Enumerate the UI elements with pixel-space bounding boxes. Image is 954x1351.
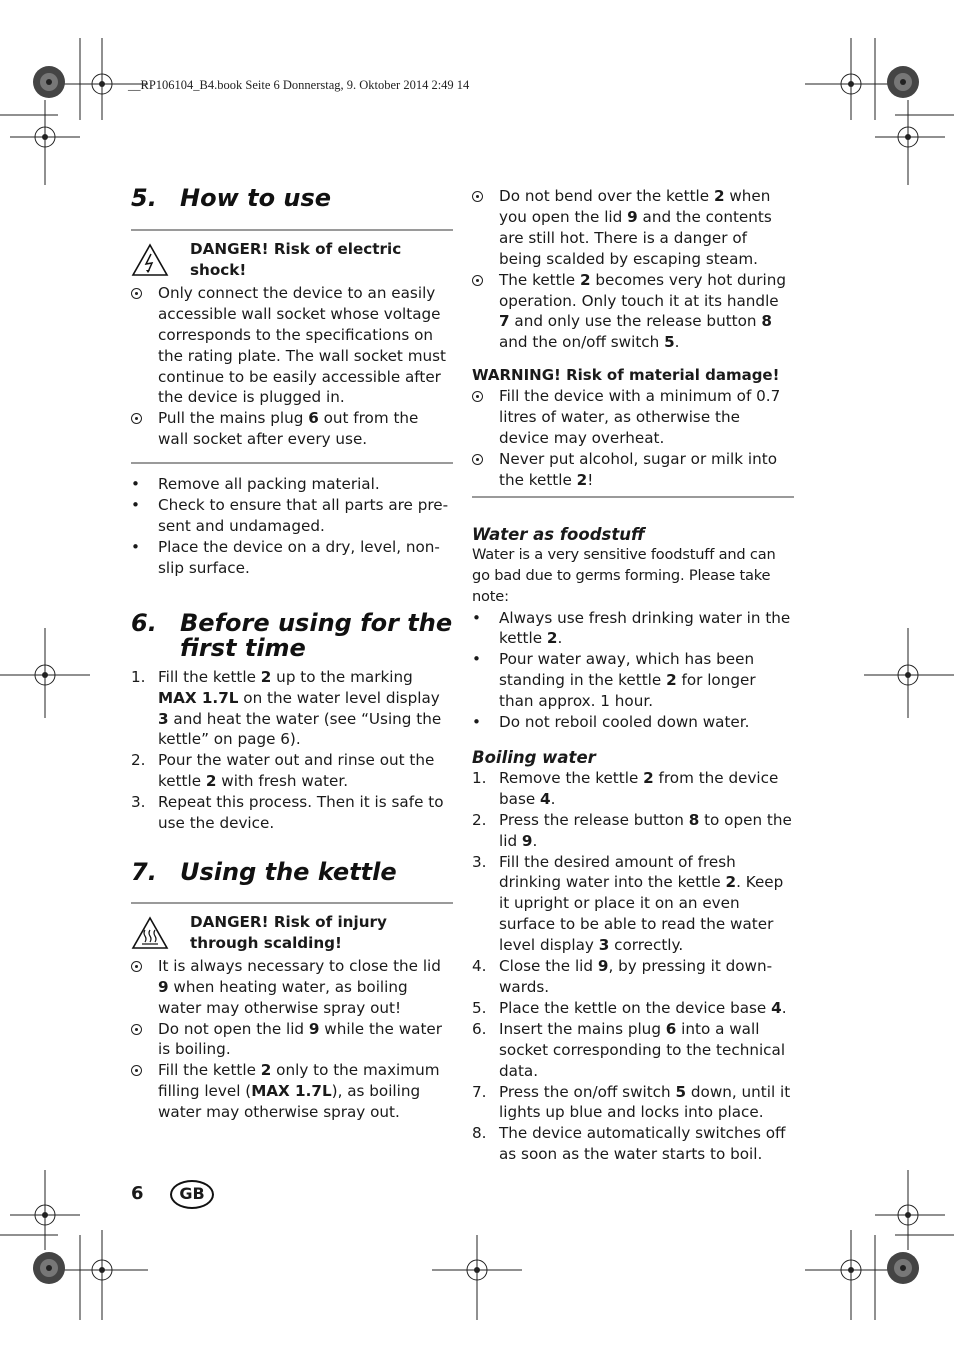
- file-info-line: __RP106104_B4.book Seite 6 Donnerstag, 9. Oktober 2014 2:49 14: [128, 78, 470, 92]
- boiling-water-heading: Boiling water: [472, 747, 596, 767]
- list-item: [131, 1019, 453, 1061]
- list-item-text: Pour water away, which has been standing in the kettle 2 for longer than approx. 1 hour.: [499, 650, 756, 711]
- list-item: [131, 537, 453, 579]
- warning-title: WARNING! Risk of material damage!: [472, 366, 780, 385]
- list-item: [472, 449, 794, 491]
- list-item-text: Close the lid 9, by pressing it downwards.: [499, 957, 773, 996]
- country-badge: GB: [170, 1180, 214, 1209]
- step-number: 8.: [472, 1124, 487, 1143]
- step-number: 6.: [472, 1019, 487, 1038]
- list-item-text: Press the on/off switch 5 down, until it lights up blue and locks into place.: [499, 1082, 791, 1122]
- boiling-water-steps: [472, 768, 794, 1165]
- bullet-dot-icon: •: [472, 650, 481, 669]
- right-column: [472, 186, 794, 1165]
- step-number: 1.: [131, 667, 146, 686]
- danger-title: DANGER! Risk of electric shock!: [190, 240, 402, 279]
- list-item: [472, 1019, 794, 1082]
- list-item-text: Never put alcohol, sugar or milk into the kettle 2!: [499, 449, 777, 489]
- circle-bullet-icon: [131, 956, 158, 1019]
- circle-bullet-icon: [472, 449, 499, 491]
- list-item: [131, 956, 453, 1019]
- list-item: [131, 495, 453, 537]
- list-item-text: Fill the device with a minimum of 0.7 litres of water, as otherwise the device may overheat.: [499, 387, 781, 448]
- circle-bullet-icon: [472, 270, 499, 354]
- prep-bullet-list: [131, 474, 453, 579]
- list-item: [131, 667, 453, 751]
- list-item-text: It is always necessary to close the lid 9 when heating water, as boiling water may otherwise spray out!: [158, 956, 441, 1017]
- section-6-heading: [131, 608, 453, 662]
- first-use-steps: [131, 667, 453, 834]
- list-item: [131, 1060, 453, 1123]
- list-item-text: Remove all packing material.: [158, 475, 380, 494]
- list-item: [472, 768, 794, 810]
- list-item: [131, 474, 453, 495]
- step-number: 7.: [472, 1082, 487, 1101]
- step-number: 3.: [131, 793, 146, 812]
- list-item-text: Place the kettle on the device base 4.: [499, 998, 787, 1017]
- step-number: 3.: [472, 852, 487, 871]
- section-title: Before using for the first time: [180, 608, 453, 662]
- list-item: [131, 408, 453, 450]
- list-item: [472, 810, 794, 852]
- danger-title: DANGER! Risk of injury through scalding!: [190, 912, 387, 952]
- bullet-dot-icon: •: [131, 537, 140, 556]
- bullet-dot-icon: •: [131, 496, 140, 515]
- list-item: [472, 998, 794, 1019]
- list-item-text: Do not bend over the kettle 2 when you open the lid 9 and the contents are still hot. There is a danger of being scalded by escaping steam.: [499, 187, 772, 268]
- step-number: 1.: [472, 768, 487, 787]
- bullet-dot-icon: •: [472, 713, 481, 732]
- list-item-text: Fill the kettle 2 up to the marking MAX 1.7L on the water level display 3 and heat the water (see “Using the kettle” on page 6).: [158, 667, 442, 749]
- list-item: [472, 270, 794, 354]
- list-item-text: Only connect the device to an easily accessible wall socket whose voltage corresponds to the specifications on the rating plate. The wall socket must continue to be easily accessible after the device is plugged in.: [158, 283, 446, 407]
- bullet-dot-icon: •: [472, 608, 481, 627]
- list-item: [472, 1123, 794, 1165]
- list-item-text: Do not open the lid 9 while the water is boiling.: [158, 1019, 442, 1059]
- hot-surface-icon: [131, 912, 190, 956]
- list-item: [472, 712, 794, 733]
- list-item: [472, 1082, 794, 1124]
- list-item-text: Remove the kettle 2 from the device base 4.: [499, 768, 779, 808]
- circle-bullet-icon: [131, 1060, 158, 1123]
- list-item-text: Repeat this process. Then it is safe to use the device.: [158, 793, 444, 833]
- step-number: 4.: [472, 957, 487, 976]
- list-item: [472, 186, 794, 270]
- section-title: Using the kettle: [180, 857, 397, 886]
- list-item: [472, 386, 794, 449]
- list-item-text: Fill the kettle 2 only to the maximum filling level (MAX 1.7L), as boiling water may otherwise spray out.: [158, 1061, 440, 1122]
- step-number: 2.: [131, 751, 146, 770]
- list-item-text: Pour the water out and rinse out the kettle 2 with fresh water.: [158, 751, 435, 791]
- step-number: 5.: [472, 998, 487, 1017]
- page-number: 6: [131, 1183, 144, 1204]
- list-item-text: Press the release button 8 to open the lid 9.: [499, 810, 792, 850]
- step-number: 2.: [472, 810, 487, 829]
- list-item: [472, 608, 794, 650]
- list-item-text: Check to ensure that all parts are present and undamaged.: [158, 496, 449, 535]
- list-item: [131, 792, 453, 834]
- scalding-continued-list: [472, 186, 794, 353]
- section-number: 5.: [131, 184, 157, 212]
- list-item: [472, 649, 794, 712]
- danger-electric-list: [131, 283, 453, 450]
- list-item: [131, 283, 453, 408]
- section-7-heading: [131, 857, 453, 886]
- danger-electric-box: [131, 231, 453, 283]
- left-column: [131, 186, 453, 1123]
- circle-bullet-icon: [131, 283, 158, 408]
- list-item-text: Insert the mains plug 6 into a wall socket corresponding to the technical data.: [499, 1019, 786, 1080]
- water-foodstuff-heading: Water as foodstuff: [472, 524, 645, 544]
- section-number: 6.: [131, 608, 157, 637]
- list-item: [472, 956, 794, 998]
- list-item-text: Do not reboil cooled down water.: [499, 713, 750, 732]
- water-foodstuff-list: [472, 608, 794, 733]
- bullet-dot-icon: •: [131, 475, 140, 494]
- list-item-text: Fill the desired amount of fresh drinking water into the kettle 2. Keep it upright or place it on an even surface to be able to read the water level display 3 correctly.: [499, 852, 784, 955]
- danger-scalding-box: [131, 904, 453, 956]
- list-item-text: The kettle 2 becomes very hot during operation. Only touch it at its handle 7 and only use the release button 8 and the on/off switch 5.: [499, 270, 786, 352]
- section-5-heading: [131, 186, 453, 211]
- warning-list: [472, 386, 794, 491]
- circle-bullet-icon: [131, 408, 158, 450]
- list-item: [131, 750, 453, 792]
- list-item-text: Pull the mains plug 6 out from the wall socket after every use.: [158, 409, 419, 449]
- water-foodstuff-intro: Water is a very sensitive foodstuff and can go bad due to germs forming. Please take note:: [472, 545, 776, 605]
- section-number: 7.: [131, 857, 157, 886]
- list-item: [472, 852, 794, 957]
- circle-bullet-icon: [131, 1019, 158, 1061]
- electric-hazard-icon: [131, 239, 190, 283]
- section-title: How to use: [180, 184, 332, 212]
- list-item-text: The device automatically switches off as soon as the water starts to boil.: [499, 1124, 786, 1164]
- list-item-text: Place the device on a dry, level, non-slip surface.: [158, 537, 440, 577]
- danger-scalding-list: [131, 956, 453, 1123]
- list-item-text: Always use fresh drinking water in the kettle 2.: [499, 608, 791, 648]
- circle-bullet-icon: [472, 386, 499, 449]
- circle-bullet-icon: [472, 186, 499, 270]
